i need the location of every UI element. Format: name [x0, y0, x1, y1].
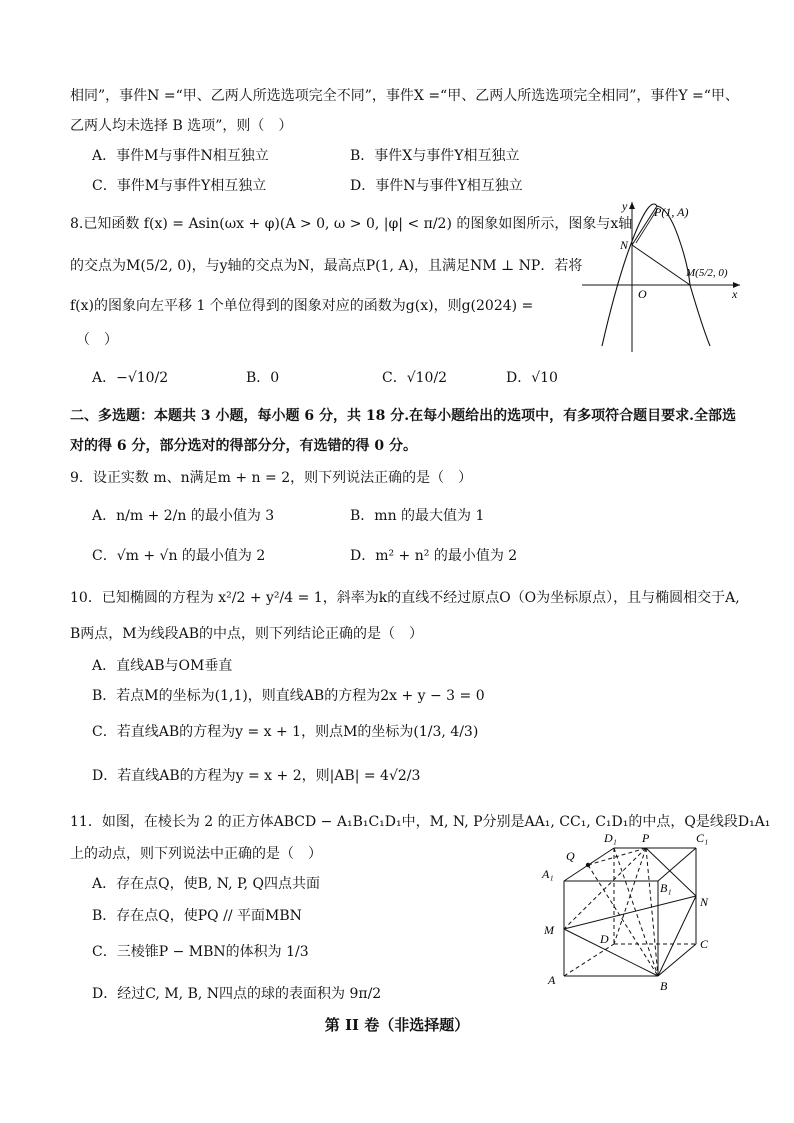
q11-stem-line2: 上的动点，则下列说法中正确的是（ ） [70, 846, 322, 862]
q10-option-d: D．若直线AB的方程为y = x + 2，则|AB| = 4√2/3 [92, 768, 421, 784]
segment-nm [632, 245, 690, 285]
label-c1: C₁ [696, 831, 709, 845]
q7-stem-cont2: 乙两人均未选择 B 选项”，则（ ） [70, 118, 293, 134]
q8-stem-line1: 8.已知函数 f(x) = Asin(ωx + φ)(A > 0, ω > 0, |φ| < π/2) 的图象如图所示，图象与x轴 [70, 216, 633, 232]
q7-option-a: A．事件M与事件N相互独立 [92, 148, 269, 164]
section2-heading-line1: 二、多选题：本题共 3 小题，每小题 6 分，共 18 分.在每小题给出的选项中，有多项符合题目要求.全部选 [70, 408, 736, 424]
q8-option-b: B．0 [246, 370, 280, 386]
label-b: B [660, 979, 668, 993]
label-n: N [700, 895, 709, 909]
q7-option-b: B．事件X与事件Y相互独立 [350, 148, 520, 164]
q8-stem-line3: f(x)的图象向左平移 1 个单位得到的图象对应的函数为g(x)，则g(2024) = [70, 298, 534, 314]
label-d: D [600, 932, 609, 946]
q10-option-b: B．若点M的坐标为(1,1)，则直线AB的方程为2x + y − 3 = 0 [92, 688, 485, 704]
q10-option-c: C．若直线AB的方程为y = x + 1，则点M的坐标为(1/3, 4/3) [92, 724, 479, 740]
q7-option-d: D．事件N与事件Y相互独立 [350, 178, 523, 194]
label-origin: O [638, 287, 647, 301]
q10-stem-line2: B两点，M为线段AB的中点，则下列结论正确的是（ ） [70, 626, 424, 642]
label-q: Q [566, 849, 575, 863]
q8-stem-line2: 的交点为M(5/2, 0)，与y轴的交点为N，最高点P(1, A)，且满足NM ⊥ NP．若将 [70, 258, 583, 274]
q9-option-a: A．n/m + 2/n 的最小值为 3 [92, 508, 275, 524]
q8-option-a: A．−√10/2 [92, 370, 169, 386]
q7-stem-cont1: 相同”，事件N =“甲、乙两人所选选项完全不同”，事件X =“甲、乙两人所选选项完全相同”，事件Y =“甲、 [70, 88, 739, 104]
q9-option-b: B．mn 的最大值为 1 [350, 508, 485, 524]
sine-graph [578, 196, 746, 356]
label-m: M [544, 923, 554, 937]
q10-stem-line1: 10．已知椭圆的方程为 x²/2 + y²/4 = 1，斜率为k的直线不经过原点O（O为坐标原点），且与椭圆相交于A, [70, 590, 740, 606]
q11-stem-line1: 11．如图，在棱长为 2 的正方体ABCD − A₁B₁C₁D₁中，M, N, P分别是AA₁, CC₁, C₁D₁的中点，Q是线段D₁A₁ [70, 814, 771, 830]
q9-stem: 9．设正实数 m、n满足m + n = 2，则下列说法正确的是（ ） [70, 470, 473, 486]
q9-option-c: C．√m + √n 的最小值为 2 [92, 548, 266, 564]
q11-option-a: A．存在点Q，使B, N, P, Q四点共面 [92, 876, 320, 892]
q7-option-c: C．事件M与事件Y相互独立 [92, 178, 267, 194]
q9-option-d: D．m² + n² 的最小值为 2 [350, 548, 518, 564]
q11-option-b: B．存在点Q，使PQ // 平面MBN [92, 908, 302, 924]
label-x: x [732, 287, 738, 301]
q10-option-a: A．直线AB与OM垂直 [92, 658, 233, 674]
q8-option-c: C．√10/2 [382, 370, 448, 386]
label-n: N [620, 238, 629, 252]
cube-diagram [536, 826, 728, 996]
q8-option-d: D．√10 [506, 370, 558, 386]
q8-stem-line4: （ ） [76, 332, 118, 348]
label-d1: D₁ [604, 831, 617, 845]
point-q-marker [586, 863, 590, 867]
q11-option-d: D．经过C, M, B, N四点的球的表面积为 9π/2 [92, 986, 382, 1002]
label-p: P(1, A) [654, 205, 689, 219]
label-m: M(5/2, 0) [686, 267, 728, 279]
q11-option-c: C．三棱锥P − MBN的体积为 1/3 [92, 944, 309, 960]
label-c: C [700, 937, 709, 951]
label-p: P [642, 831, 650, 845]
label-a: A [548, 973, 556, 987]
section2-heading-line2: 对的得 6 分，部分选对的得部分分，有选错的得 0 分。 [70, 438, 417, 454]
label-y: y [622, 199, 628, 213]
label-a1: A₁ [542, 867, 554, 881]
label-b1: B₁ [660, 881, 672, 895]
part2-title: 第 II 卷（非选择题） [324, 1016, 470, 1034]
y-axis-arrow-icon [629, 202, 635, 209]
